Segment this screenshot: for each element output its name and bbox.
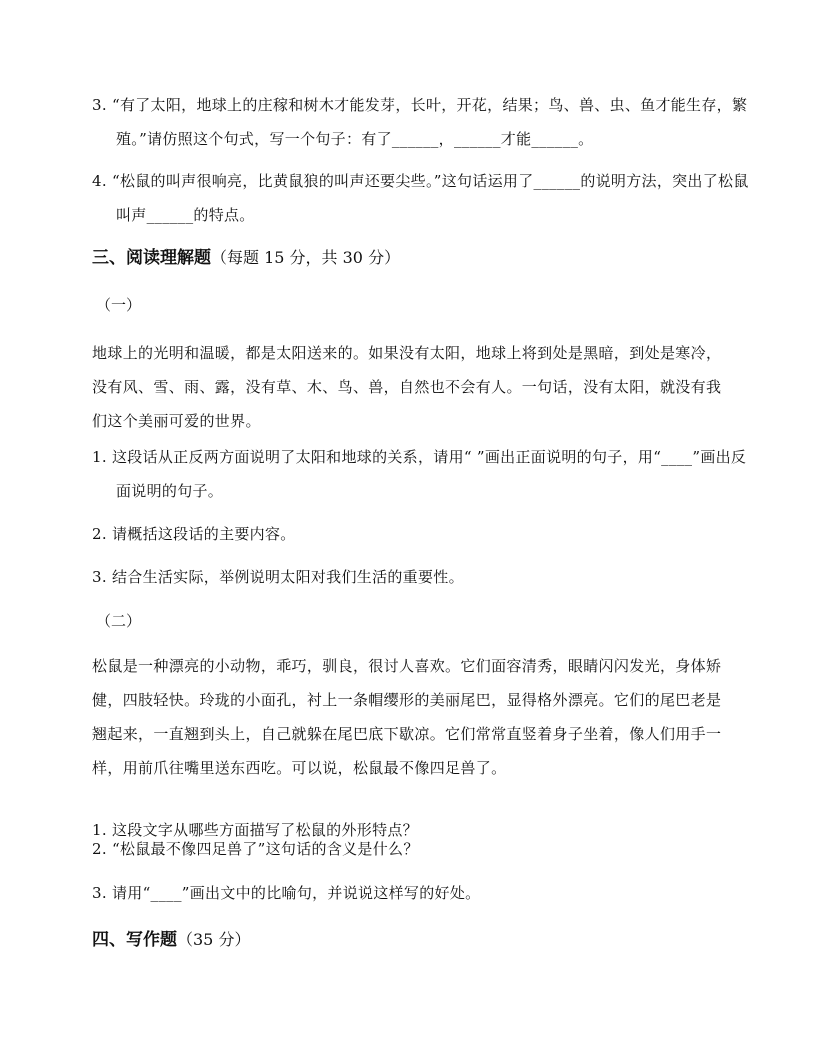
section-4-title: 四、写作题 <box>92 930 177 950</box>
section-4-heading <box>92 925 732 955</box>
section-3-heading <box>92 243 732 273</box>
reading-1-question-2: 2. 请概括这段话的主要内容。 <box>92 525 296 543</box>
section-3-title: 三、阅读理解题 <box>92 248 211 268</box>
reading-2-question-3: 3. 请用“____”画出文中的比喻句，并说说这样写的好处。 <box>92 884 481 902</box>
reading-part-1-label: （一） <box>96 296 142 314</box>
section-3-score-note: （每题 15 分，共 30 分） <box>211 248 401 267</box>
question-3-imitation: 3. “有了太阳，地球上的庄稼和树木才能发芽，长叶，开花，结果；鸟、兽、虫、鱼才能生存，繁殖。”请仿照这个句式，写一个句子：有了______，______才能______。 <box>92 96 748 148</box>
question-4-explanation-method: 4. “松鼠的叫声很响亮，比黄鼠狼的叫声还要尖些。”这句话运用了______的说明方法，突出了松鼠叫声______的特点。 <box>92 172 749 224</box>
reading-part-2-label: （二） <box>96 612 142 630</box>
reading-2-question-1: 1. 这段文字从哪些方面描写了松鼠的外形特点？ <box>92 821 418 839</box>
reading-passage-2: 松鼠是一种漂亮的小动物，乖巧，驯良，很讨人喜欢。它们面容清秀，眼睛闪闪发光，身体矫健，四肢轻快。玲珑的小面孔，衬上一条帽缨形的美丽尾巴，显得格外漂亮。它们的尾巴老是翘起来，一直翘到头上，自己就躲在尾巴底下歇凉。它们常常直竖着身子坐着，像人们用手一样，用前爪往嘴里送东西吃。可以说，松鼠最不像四足兽了。 <box>92 657 722 777</box>
section-4-score-note: （35 分） <box>177 930 251 949</box>
reading-passage-1: 地球上的光明和温暖，都是太阳送来的。如果没有太阳，地球上将到处是黑暗，到处是寒冷，没有风、雪、雨、露，没有草、木、鸟、兽，自然也不会有人。一句话，没有太阳，就没有我们这个美丽可爱的世界。 <box>92 344 722 430</box>
reading-2-question-2: 2. “松鼠最不像四足兽了”这句话的含义是什么？ <box>92 840 419 858</box>
reading-1-question-3: 3. 结合生活实际，举例说明太阳对我们生活的重要性。 <box>92 568 464 586</box>
reading-1-question-1: 1. 这段话从正反两方面说明了太阳和地球的关系，请用“ ”画出正面说明的句子，用“____”画出反面说明的句子。 <box>92 448 747 500</box>
